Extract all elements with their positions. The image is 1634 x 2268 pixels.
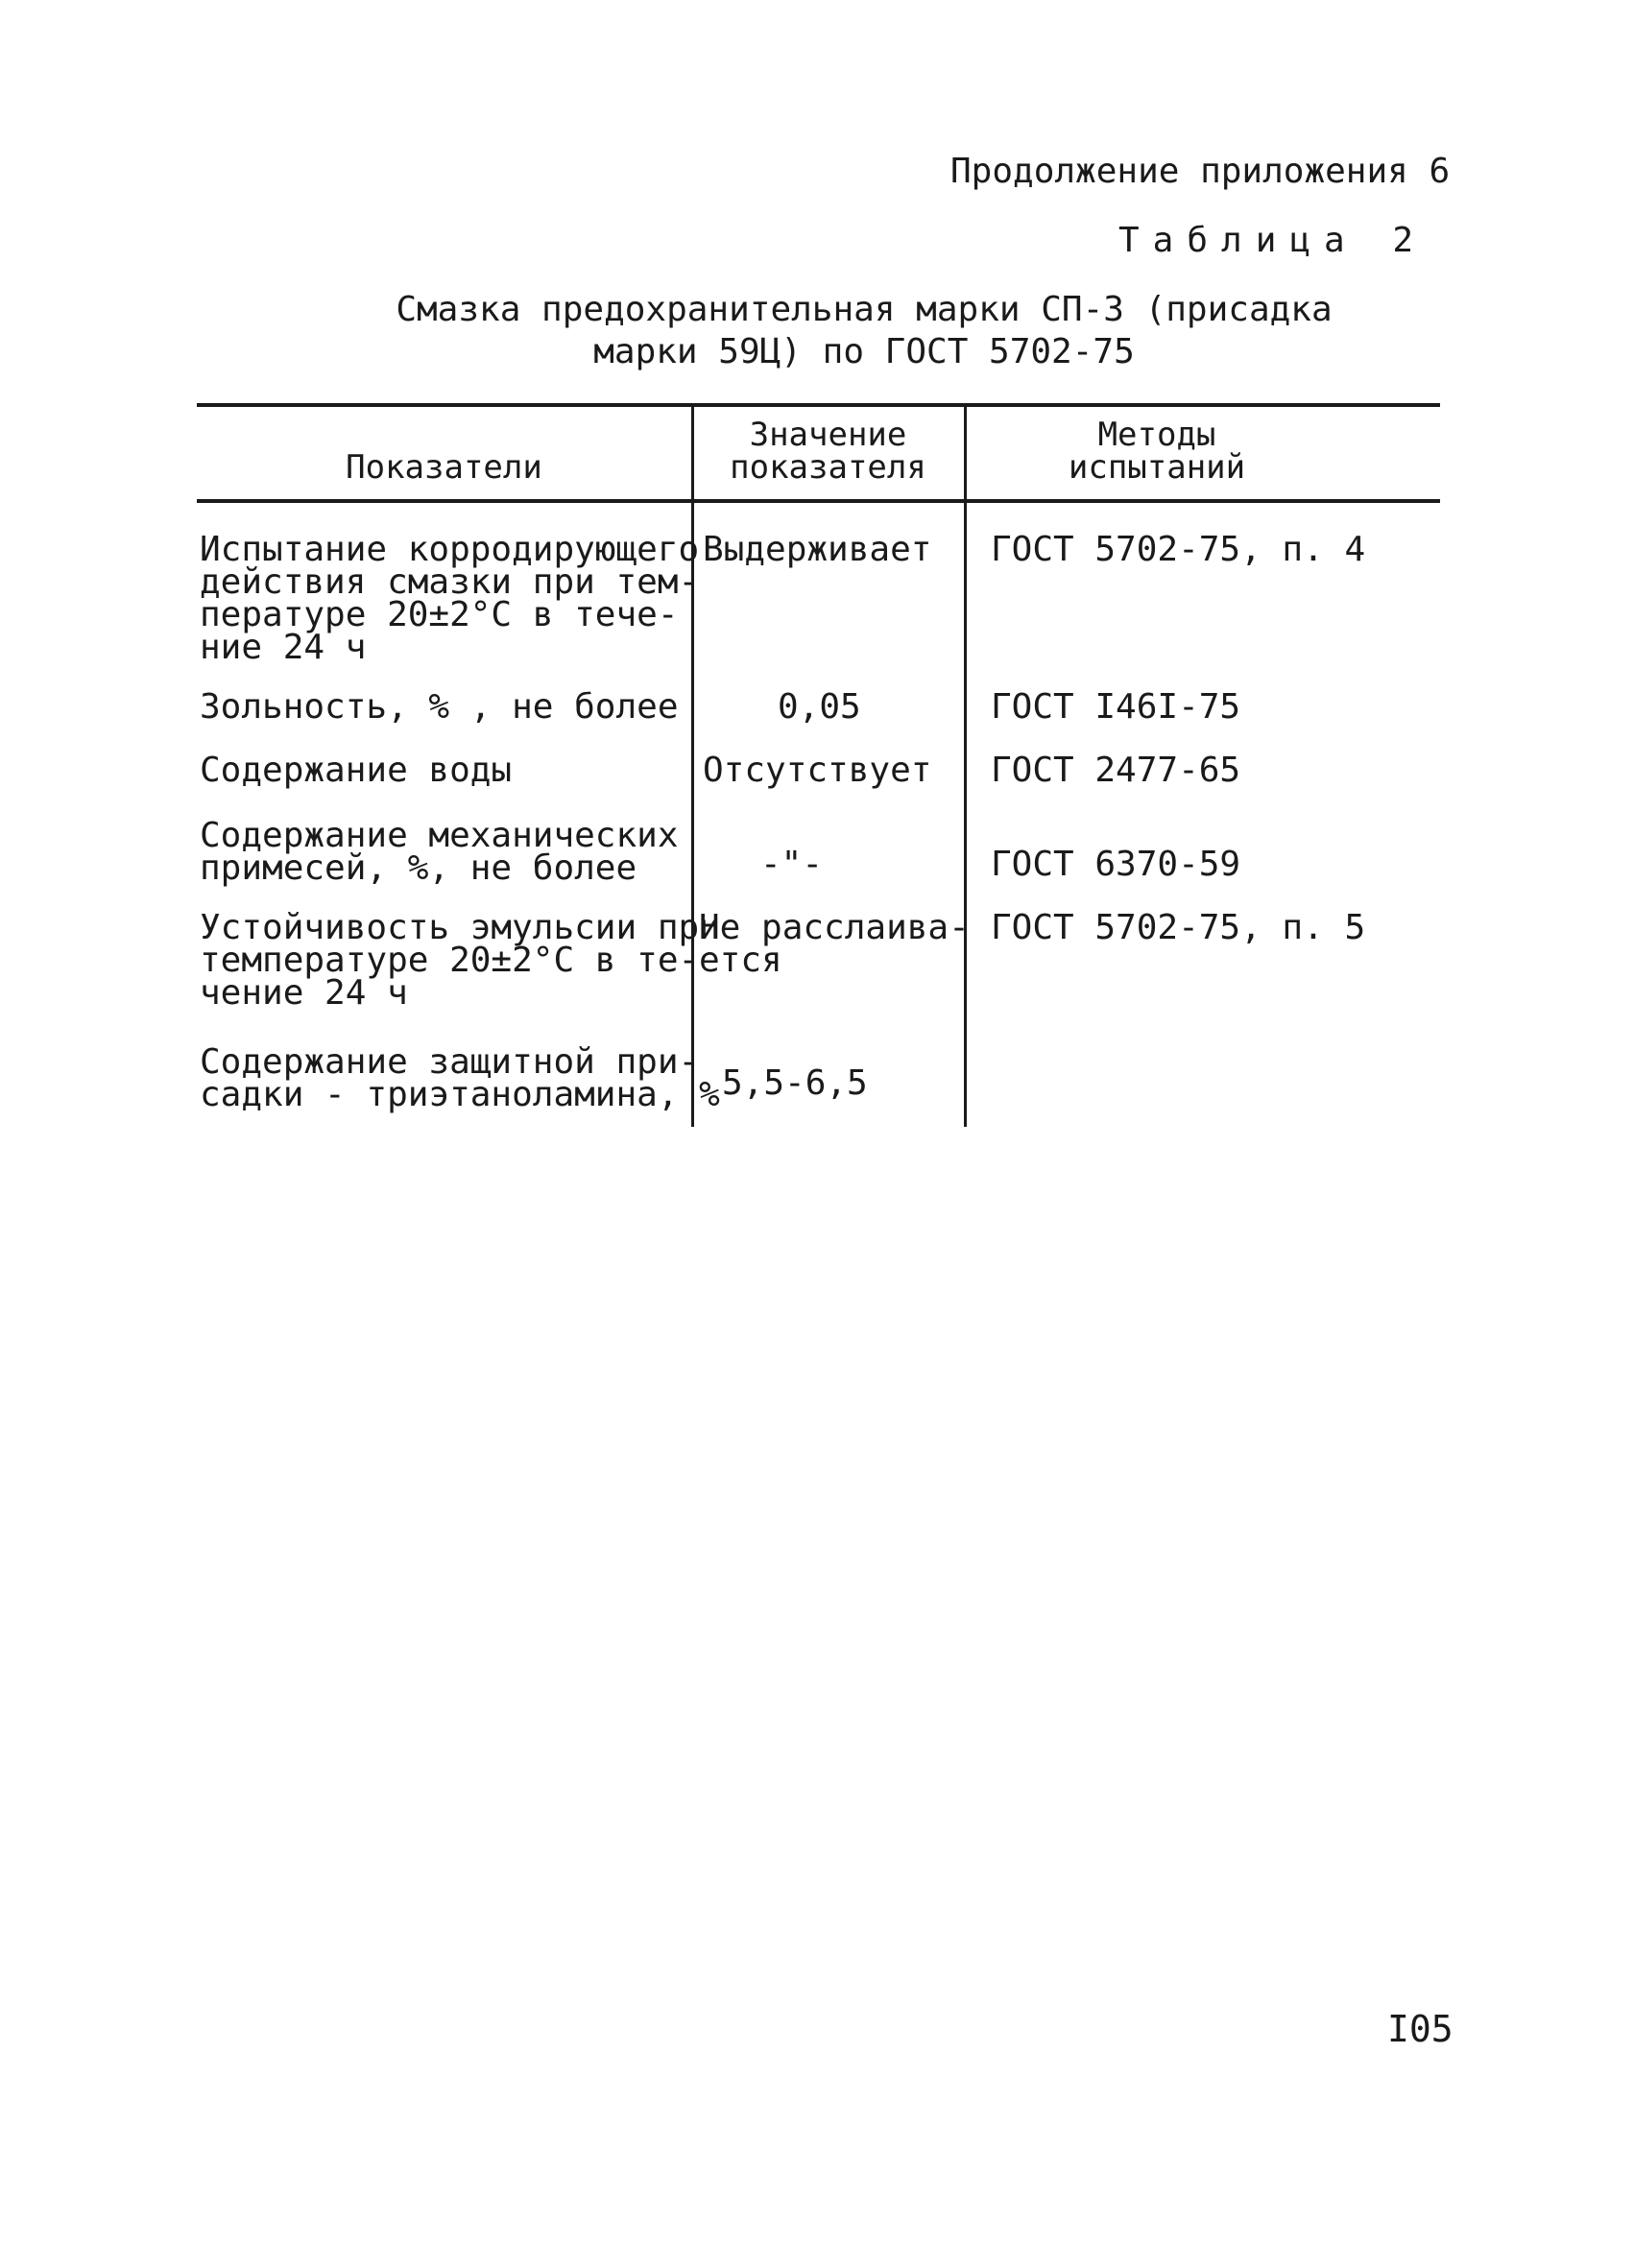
- table-label: Таблица 2: [1118, 221, 1428, 260]
- table-title-line-2: марки 59Ц) по ГОСТ 5702-75: [593, 332, 1135, 371]
- table-row-1-indicator: Испытание корродирующего действия смазки при тем- пературе 20±2°С в тече- ние 24 ч: [200, 530, 700, 667]
- column-divider-2: [964, 405, 967, 1127]
- table-row-4-indicator: Содержание механических примесей, %, не более: [200, 816, 679, 888]
- table-row-1-value: Выдерживает: [703, 530, 932, 569]
- column-header-value: Значение показателя: [730, 416, 926, 487]
- column-header-methods: Методы испытаний: [1068, 416, 1246, 487]
- table-row-6-value: 5,5-6,5: [722, 1063, 868, 1103]
- column-header-indicators: Показатели: [346, 448, 542, 487]
- table-row-1-method: ГОСТ 5702-75, п. 4: [991, 530, 1366, 569]
- table-top-rule: [197, 403, 1440, 407]
- table-row-4-value: -"-: [760, 845, 824, 884]
- table-header-rule: [197, 499, 1440, 503]
- table-row-5-value: Не расслаива- ется: [699, 908, 970, 980]
- table-row-2-indicator: Зольность, % , не более: [200, 687, 679, 727]
- continuation-note: Продолжение приложения 6: [950, 152, 1451, 191]
- table-title-line-1: Смазка предохранительная марки СП-3 (присадка: [396, 290, 1333, 329]
- page-number: I05: [1387, 2008, 1454, 2050]
- table-row-4-method: ГОСТ 6370-59: [991, 845, 1241, 884]
- table-row-3-method: ГОСТ 2477-65: [991, 751, 1241, 790]
- table-row-5-method: ГОСТ 5702-75, п. 5: [991, 908, 1366, 947]
- table-row-5-indicator: Устойчивость эмульсии при температуре 20±2°С в те- чение 24 ч: [200, 908, 720, 1013]
- table-row-6-indicator: Содержание защитной при- садки - триэтаноламина, %: [200, 1042, 720, 1114]
- table-row-2-method: ГОСТ I46I-75: [991, 687, 1241, 727]
- column-divider-1: [691, 405, 694, 1127]
- table-row-3-value: Отсутствует: [703, 751, 932, 790]
- table-row-3-indicator: Содержание воды: [200, 751, 513, 790]
- table-row-2-value: 0,05: [778, 687, 861, 727]
